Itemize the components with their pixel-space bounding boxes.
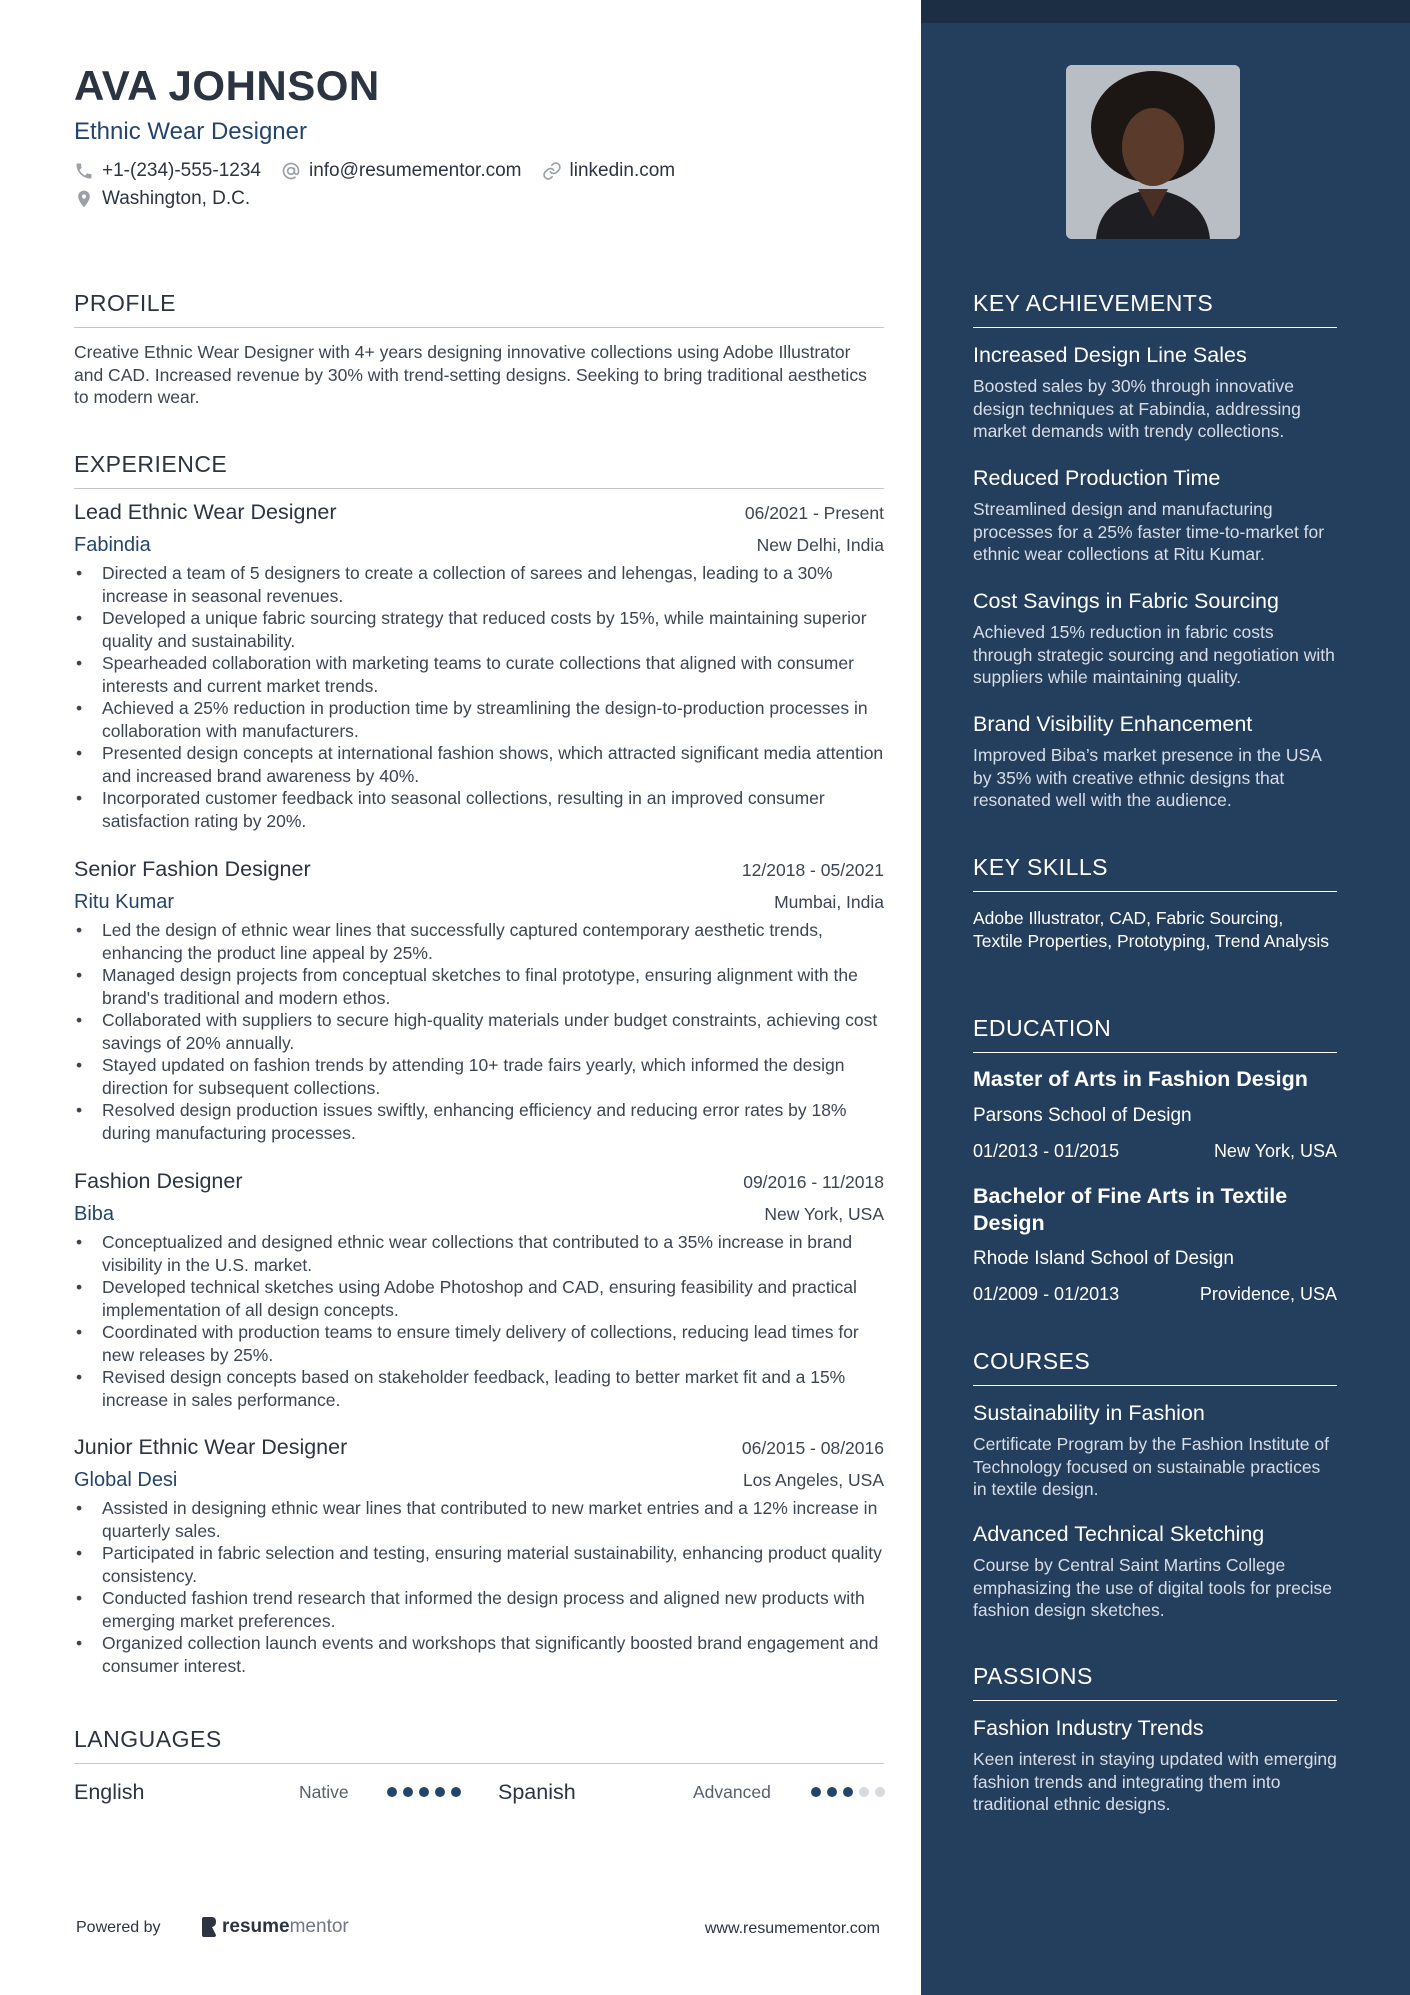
language-name: Spanish <box>498 1779 576 1804</box>
contact-linkedin[interactable] <box>542 160 676 182</box>
logo-text-bold: resume <box>222 1916 290 1937</box>
skills-list <box>973 907 1337 952</box>
job-entry <box>74 857 884 1144</box>
job-bullet: • Developed technical sketches using Adobe Photoshop and CAD, ensuring feasibility and practical implementation of all design concepts. <box>74 1276 884 1321</box>
job-dates: 06/2015 - 08/2016 <box>741 1438 884 1458</box>
email-text: info@resumementor.com <box>308 160 522 181</box>
job-bullet: • Achieved a 25% reduction in production time by streamlining the design-to-production processes in collaboration with manufacturers. <box>74 697 884 742</box>
skills-heading: KEY SKILLS <box>973 854 1337 892</box>
portrait-image <box>1066 65 1240 239</box>
course-title: Sustainability in Fashion <box>973 1401 1205 1425</box>
language-rating <box>811 1787 891 1797</box>
achievement-item <box>973 710 1337 812</box>
candidate-name: AVA JOHNSON <box>74 62 380 109</box>
job-bullet: • Led the design of ethnic wear lines that successfully captured contemporary aesthetic trends, enhancing the product line appeal by 25%. <box>74 919 884 964</box>
job-bullets <box>74 562 884 832</box>
job-company: Global Desi <box>74 1469 178 1491</box>
job-role: Lead Ethnic Wear Designer <box>74 500 337 524</box>
passion-title: Fashion Industry Trends <box>973 1716 1204 1740</box>
rating-dot-filled <box>451 1787 461 1797</box>
contact-row-location <box>74 188 270 210</box>
sidebar <box>921 0 1410 1995</box>
language-name: English <box>74 1779 145 1804</box>
language-item <box>498 1777 576 1807</box>
achievement-title: Reduced Production Time <box>973 466 1221 490</box>
course-text: Course by Central Saint Martins College emphasizing the use of digital tools for precise fashion design sketches. <box>973 1555 1332 1620</box>
passion-text: Keen interest in staying updated with emerging fashion trends and integrating them into traditional ethnic designs. <box>973 1749 1337 1814</box>
footer-website-link[interactable]: www.resumementor.com <box>704 1920 880 1937</box>
location-text: Washington, D.C. <box>102 188 251 209</box>
achievement-text: Streamlined design and manufacturing processes for a 25% faster time-to-market for ethnic wear collections at Ritu Kumar. <box>973 499 1325 564</box>
job-bullet: • Collaborated with suppliers to secure high-quality materials under budget constraints, achieving cost savings of 20% annually. <box>74 1009 884 1054</box>
job-dates: 12/2018 - 05/2021 <box>741 860 884 880</box>
job-bullet: • Managed design projects from conceptual sketches to final prototype, ensuring alignment with the brand's traditional and modern ethos. <box>74 964 884 1009</box>
job-entry <box>74 500 884 832</box>
job-bullet: • Spearheaded collaboration with marketing teams to curate collections that aligned with consumer interests and current market trends. <box>74 652 884 697</box>
job-location: New York, USA <box>764 1204 884 1224</box>
job-company: Biba <box>74 1203 115 1225</box>
achievement-title: Cost Savings in Fabric Sourcing <box>973 589 1279 613</box>
job-bullet: • Revised design concepts based on stakeholder feedback, leading to better market fit and a 15% increase in sales performance. <box>74 1366 884 1411</box>
rating-dot-empty <box>859 1787 869 1797</box>
rating-dot-filled <box>843 1787 853 1797</box>
rating-dot-filled <box>435 1787 445 1797</box>
rating-dot-empty <box>875 1787 885 1797</box>
profile-photo <box>1066 65 1240 239</box>
education-dates: 01/2013 - 01/2015 <box>973 1141 1120 1161</box>
achievement-title: Brand Visibility Enhancement <box>973 712 1253 736</box>
powered-by-label: Powered by <box>76 1919 161 1936</box>
education-item <box>973 1183 1337 1305</box>
languages-heading: LANGUAGES <box>74 1726 884 1764</box>
education-location: Providence, USA <box>1199 1284 1337 1304</box>
achievement-item <box>973 464 1337 566</box>
education-degree: Bachelor of Fine Arts in Textile Design <box>973 1184 1288 1235</box>
logo-mark-icon <box>200 1916 218 1938</box>
job-bullets <box>74 1497 884 1677</box>
passions-heading: PASSIONS <box>973 1663 1337 1701</box>
candidate-title: Ethnic Wear Designer <box>74 118 307 145</box>
course-title: Advanced Technical Sketching <box>973 1522 1265 1546</box>
job-bullet: • Directed a team of 5 designers to create a collection of sarees and lehengas, leading to a 30% increase in seasonal revenues. <box>74 562 884 607</box>
profile-heading: PROFILE <box>74 290 884 328</box>
job-bullet: • Coordinated with production teams to ensure timely delivery of collections, reducing lead times for new releases by 25%. <box>74 1321 884 1366</box>
rating-dot-filled <box>387 1787 397 1797</box>
rating-dot-filled <box>419 1787 429 1797</box>
job-dates: 06/2021 - Present <box>744 503 884 523</box>
job-location: Los Angeles, USA <box>742 1470 884 1490</box>
resumementor-logo[interactable] <box>200 1916 349 1938</box>
job-bullets <box>74 919 884 1144</box>
job-bullet: • Assisted in designing ethnic wear lines that contributed to new market entries and a 12% increase in quarterly sales. <box>74 1497 884 1542</box>
language-item <box>74 1777 145 1807</box>
at-sign-icon <box>281 161 301 181</box>
courses-heading: COURSES <box>973 1348 1337 1386</box>
phone-text: +1-(234)-555-1234 <box>102 160 261 181</box>
job-company: Fabindia <box>74 534 151 556</box>
job-bullet: • Organized collection launch events and workshops that significantly boosted brand engagement and consumer interest. <box>74 1632 884 1677</box>
achievement-title: Increased Design Line Sales <box>973 343 1247 367</box>
footer <box>76 1916 880 1942</box>
job-bullet: • Stayed updated on fashion trends by attending 10+ trade fairs yearly, which informed the design direction for subsequent collections. <box>74 1054 884 1099</box>
job-role: Fashion Designer <box>74 1169 243 1193</box>
logo-text-light: mentor <box>289 1916 349 1937</box>
sidebar-top-band <box>921 0 1410 23</box>
contact-phone[interactable] <box>74 160 261 182</box>
job-bullet: • Resolved design production issues swiftly, enhancing efficiency and reducing error rates by 18% during manufacturing processes. <box>74 1099 884 1144</box>
contact-location <box>74 188 250 210</box>
job-bullet: • Developed a unique fabric sourcing strategy that reduced costs by 15%, while maintaining superior quality and sustainability. <box>74 607 884 652</box>
job-location: New Delhi, India <box>756 535 884 555</box>
passion-item <box>973 1714 1337 1816</box>
education-item <box>973 1066 1337 1162</box>
language-level: Advanced <box>693 1782 771 1802</box>
course-item <box>973 1520 1337 1622</box>
job-bullet: • Presented design concepts at international fashion shows, which attracted significant media attention and increased brand awareness by 40%. <box>74 742 884 787</box>
job-bullet: • Incorporated customer feedback into seasonal collections, resulting in an improved consumer satisfaction rating by 20%. <box>74 787 884 832</box>
job-entry <box>74 1435 884 1677</box>
achievement-text: Boosted sales by 30% through innovative design techniques at Fabindia, addressing market demands with trendy collections. <box>973 376 1301 441</box>
job-role: Senior Fashion Designer <box>74 857 311 881</box>
job-dates: 09/2016 - 11/2018 <box>743 1172 884 1192</box>
education-location: New York, USA <box>1213 1141 1337 1161</box>
rating-dot-filled <box>403 1787 413 1797</box>
education-school: Parsons School of Design <box>973 1105 1192 1126</box>
link-icon <box>542 161 562 181</box>
linkedin-text: linkedin.com <box>569 160 676 181</box>
achievements-heading: KEY ACHIEVEMENTS <box>973 290 1337 328</box>
languages-list <box>74 1777 884 1807</box>
job-bullet: • Conceptualized and designed ethnic wear collections that contributed to a 35% increase in brand visibility in the U.S. market. <box>74 1231 884 1276</box>
job-company: Ritu Kumar <box>74 891 175 913</box>
experience-heading: EXPERIENCE <box>74 451 884 489</box>
language-level: Native <box>299 1782 349 1802</box>
education-school: Rhode Island School of Design <box>973 1248 1234 1269</box>
education-dates: 01/2009 - 01/2013 <box>973 1284 1120 1304</box>
location-pin-icon <box>74 189 94 209</box>
job-location: Mumbai, India <box>774 892 884 912</box>
contact-email[interactable] <box>281 160 522 182</box>
rating-dot-filled <box>811 1787 821 1797</box>
contact-row <box>74 160 695 182</box>
job-bullets <box>74 1231 884 1411</box>
achievement-item <box>973 587 1337 689</box>
profile-summary: Creative Ethnic Wear Designer with 4+ years designing innovative collections using Adobe Illustrator and CAD. Increased revenue by 30% with trend-setting designs. Seeking to bring traditional aesthetics to modern wear. <box>74 342 867 407</box>
phone-icon <box>74 161 94 181</box>
education-heading: EDUCATION <box>973 1015 1337 1053</box>
achievement-item <box>973 341 1337 443</box>
job-bullet: • Conducted fashion trend research that informed the design process and aligned new products with emerging market preferences. <box>74 1587 884 1632</box>
achievement-text: Achieved 15% reduction in fabric costs through strategic sourcing and negotiation with suppliers while maintaining quality. <box>973 622 1335 687</box>
education-degree: Master of Arts in Fashion Design <box>973 1067 1308 1091</box>
job-bullet: • Participated in fabric selection and testing, ensuring material sustainability, enhancing product quality consistency. <box>74 1542 884 1587</box>
course-text: Certificate Program by the Fashion Institute of Technology focused on sustainable practices in textile design. <box>973 1434 1329 1499</box>
course-item <box>973 1399 1337 1501</box>
rating-dot-filled <box>827 1787 837 1797</box>
job-entry <box>74 1169 884 1411</box>
skills-text: Adobe Illustrator, CAD, Fabric Sourcing, Textile Properties, Prototyping, Trend Analysis <box>973 908 1330 951</box>
language-rating <box>387 1787 467 1797</box>
job-role: Junior Ethnic Wear Designer <box>74 1435 348 1459</box>
achievement-text: Improved Biba’s market presence in the USA by 35% with creative ethnic designs that resonated well with the audience. <box>973 745 1321 810</box>
